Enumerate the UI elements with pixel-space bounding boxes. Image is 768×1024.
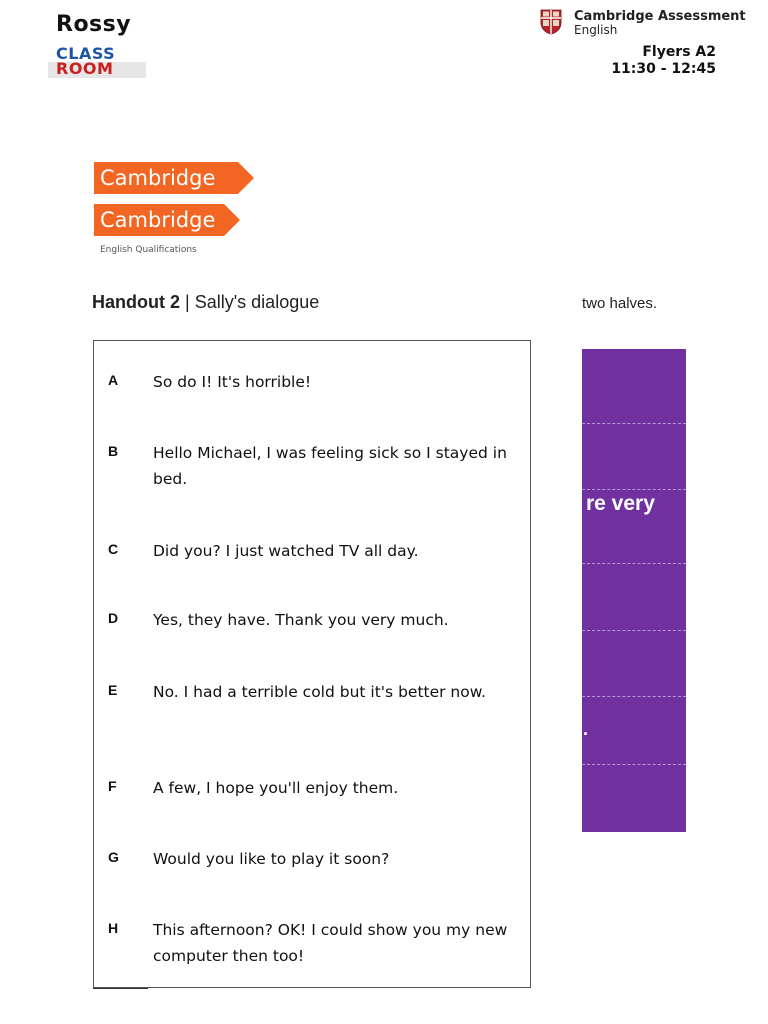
handout-name: Sally's dialogue	[194, 292, 320, 312]
panel-text-fragment: re very	[586, 492, 655, 515]
dialogue-text: A few, I hope you'll enjoy them.	[153, 779, 399, 797]
cambridge-banner	[94, 162, 254, 194]
dialogue-text: Hello Michael, I was feeling sick so I stayed in bed.	[153, 444, 507, 488]
instructions-fragment: two halves.	[582, 295, 658, 312]
cambridge-qualifications-label: Cambridge	[100, 208, 216, 232]
dialogue-box	[93, 340, 531, 988]
dialogue-letter: H	[108, 920, 119, 936]
dialogue-text: Would you like to play it soon?	[153, 850, 390, 868]
panel-divider	[582, 563, 686, 565]
dialogue-letter: C	[108, 541, 119, 557]
dialogue-letter: E	[108, 682, 118, 698]
school-name: Rossy	[56, 12, 132, 37]
panel-divider	[582, 696, 686, 698]
cambridge-assessment-logo	[540, 8, 760, 38]
dialogue-letter: A	[108, 372, 119, 388]
english-qualifications-text: English Qualifications	[100, 245, 197, 255]
cambridge-qualifications-banner	[94, 204, 240, 236]
panel-text-fragment: .	[583, 719, 589, 739]
dialogue-text: Yes, they have. Thank you very much.	[153, 611, 449, 629]
classroom-logo	[48, 46, 146, 78]
purple-answer-panel	[582, 349, 686, 832]
course-level: Flyers A2	[642, 44, 716, 60]
dialogue-letter: B	[108, 443, 119, 459]
dialogue-letter: G	[108, 849, 119, 865]
dialogue-text: No. I had a terrible cold but it's better now.	[153, 683, 486, 701]
cambridge-assessment-title: Cambridge Assessment	[574, 9, 746, 24]
cambridge-banner-label: Cambridge	[100, 166, 216, 190]
cambridge-assessment-subtitle: English	[574, 23, 618, 37]
handout-separator: |	[185, 292, 190, 312]
panel-divider	[582, 630, 686, 632]
panel-divider	[582, 764, 686, 766]
dialogue-letter: D	[108, 610, 119, 626]
handout-title	[92, 292, 319, 313]
panel-divider	[582, 423, 686, 425]
logo-room-word: ROOM	[56, 59, 114, 78]
logo-class-word: CLASS	[56, 44, 116, 63]
handout-number: Handout 2	[92, 292, 180, 312]
course-time: 11:30 - 12:45	[611, 61, 716, 77]
dialogue-text: So do I! It's horrible!	[153, 373, 312, 391]
panel-divider	[582, 489, 686, 491]
dialogue-text: Did you? I just watched TV all day.	[153, 542, 419, 560]
box-underline	[93, 988, 148, 989]
dialogue-letter: F	[108, 778, 117, 794]
cambridge-crest-icon	[540, 9, 562, 35]
dialogue-text: This afternoon? OK! I could show you my new computer then too!	[153, 921, 508, 965]
